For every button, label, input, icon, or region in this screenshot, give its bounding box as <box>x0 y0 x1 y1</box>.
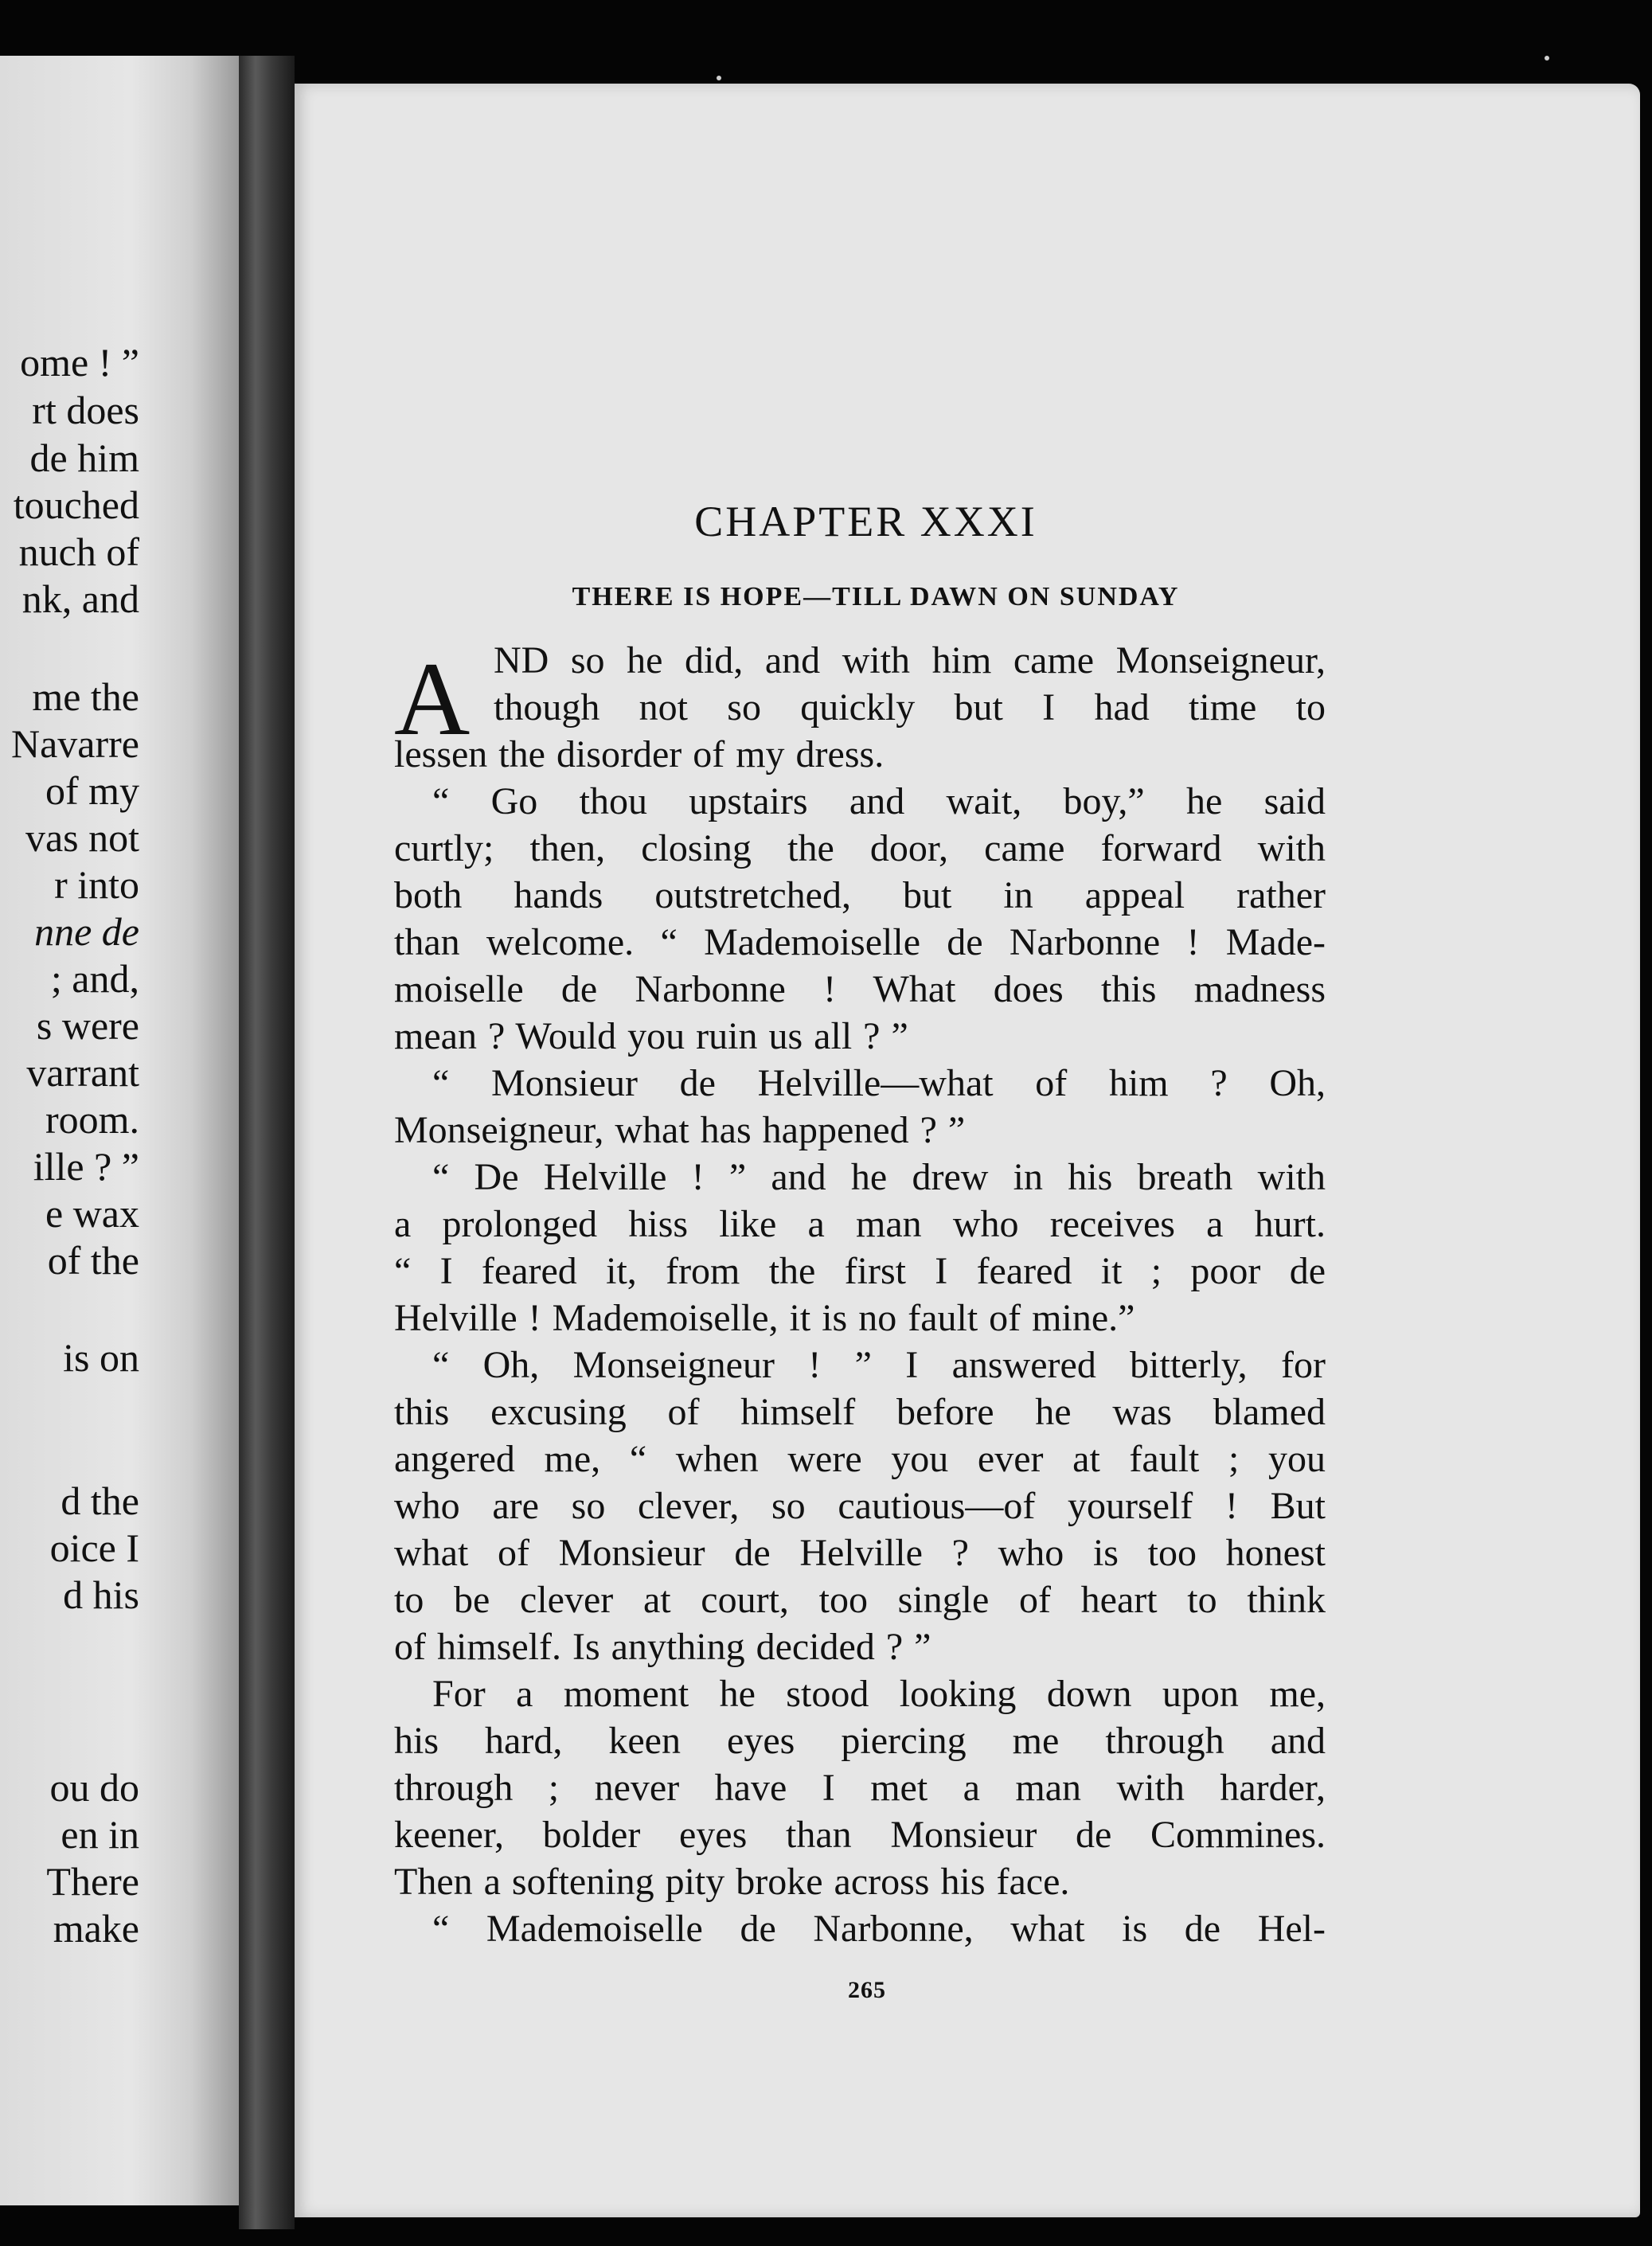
previous-page-line: room. <box>45 1097 139 1142</box>
previous-page-line: en in <box>61 1812 139 1857</box>
text-line: Monseigneur, what has happened ? ” <box>394 1109 966 1151</box>
chapter-title: CHAPTER XXXI <box>694 498 1037 545</box>
previous-page-line: ou do <box>49 1765 139 1810</box>
previous-page-line: oice I <box>49 1525 139 1570</box>
text-line: “ Oh, Monseigneur ! ” I answered bitterly, for <box>432 1344 1326 1386</box>
book-gutter <box>239 56 295 2229</box>
text-line: ND so he did, and with him came Monseigneur, <box>494 639 1326 682</box>
previous-page-line: d his <box>63 1572 139 1617</box>
text-line: of himself. Is anything decided ? ” <box>394 1626 931 1668</box>
previous-page-line: ome ! ” <box>20 340 139 385</box>
text-line: For a moment he stood looking down upon me, <box>432 1673 1326 1715</box>
text-line: angered me, “ when were you ever at fault ; you <box>394 1438 1326 1480</box>
text-line: what of Monsieur de Helville ? who is too honest <box>394 1532 1326 1574</box>
text-line: Helville ! Mademoiselle, it is no fault of mine.” <box>394 1297 1135 1339</box>
text-line: mean ? Would you ruin us all ? ” <box>394 1015 908 1057</box>
previous-page-line: of the <box>47 1238 139 1283</box>
text-line: his hard, keen eyes piercing me through and <box>394 1720 1326 1762</box>
previous-page-line: rt does <box>32 388 139 432</box>
previous-page-line: s were <box>36 1003 139 1048</box>
previous-page-line: me the <box>32 674 139 719</box>
text-line: curtly; then, closing the door, came forward with <box>394 827 1326 869</box>
text-line: lessen the disorder of my dress. <box>394 733 885 775</box>
previous-page-line: of my <box>45 768 139 813</box>
text-line: “ Monsieur de Helville—what of him ? Oh, <box>432 1062 1326 1104</box>
previous-page-line: d the <box>61 1478 139 1523</box>
previous-page-line: varrant <box>26 1050 139 1095</box>
previous-page-line: is on <box>63 1335 139 1380</box>
scan-speck <box>1545 56 1549 61</box>
text-line: though not so quickly but I had time to <box>494 686 1326 728</box>
text-line: “ Mademoiselle de Narbonne, what is de Hel- <box>432 1908 1326 1950</box>
text-line: through ; never have I met a man with harder, <box>394 1767 1326 1809</box>
previous-page-line: r into <box>54 862 139 907</box>
text-line: than welcome. “ Mademoiselle de Narbonne ! Made- <box>394 921 1326 963</box>
previous-page <box>0 56 239 2205</box>
previous-page-line: e wax <box>45 1191 139 1236</box>
previous-page-line: nne de <box>34 909 139 954</box>
chapter-body <box>394 637 1326 1952</box>
text-line: “ I feared it, from the first I feared it ; poor de <box>394 1250 1326 1292</box>
previous-page-line: nuch of <box>18 529 139 574</box>
text-line: to be clever at court, too single of heart to think <box>394 1579 1326 1621</box>
text-line: Then a softening pity broke across his face. <box>394 1861 1070 1903</box>
previous-page-line: Navarre <box>11 721 139 766</box>
text-line: moiselle de Narbonne ! What does this madness <box>394 968 1326 1010</box>
text-line: who are so clever, so cautious—of yourself ! But <box>394 1485 1326 1527</box>
previous-page-line: vas not <box>25 815 139 860</box>
text-line: this excusing of himself before he was blamed <box>394 1391 1326 1433</box>
scan-speck <box>717 76 721 80</box>
text-line: keener, bolder eyes than Monsieur de Commines. <box>394 1814 1326 1856</box>
previous-page-line: ; and, <box>50 956 139 1001</box>
chapter-subtitle: THERE IS HOPE—TILL DAWN ON SUNDAY <box>572 582 1180 611</box>
previous-page-line: nk, and <box>21 576 139 621</box>
text-line: “ Go thou upstairs and wait, boy,” he said <box>432 780 1326 822</box>
previous-page-text <box>0 56 239 2205</box>
page-number: 265 <box>848 1977 886 2003</box>
previous-page-line: touched <box>13 482 139 527</box>
previous-page-line: ille ? ” <box>33 1144 139 1189</box>
previous-page-line: make <box>53 1906 139 1951</box>
text-line: “ De Helville ! ” and he drew in his breath with <box>432 1156 1326 1198</box>
text-line: a prolonged hiss like a man who receives a hurt. <box>394 1203 1326 1245</box>
previous-page-line: de him <box>29 436 139 480</box>
text-line: both hands outstretched, but in appeal rather <box>394 874 1326 916</box>
drop-cap: A <box>394 640 471 757</box>
previous-page-line: There <box>46 1859 139 1904</box>
